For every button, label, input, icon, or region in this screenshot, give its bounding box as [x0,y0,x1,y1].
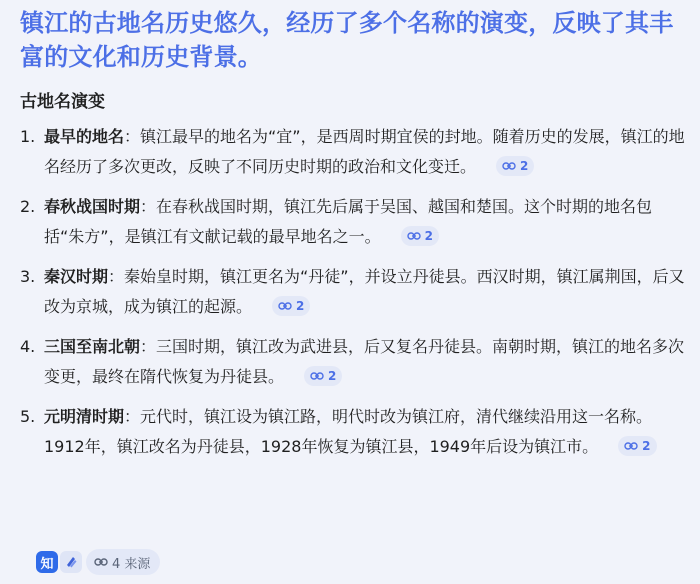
item-text: ：在春秋战国时期，镇江先后属于吴国、越国和楚国。这个时期的地名包括“朱方”，是镇江有文献记载的最早地名之一。 [44,197,653,246]
list-number: 5. [20,407,36,426]
link-icon [310,371,324,381]
link-icon [624,441,638,451]
list-item [0,192,700,252]
link-icon [502,161,516,171]
list-item [0,122,700,182]
layers-icon [64,555,78,569]
list-item [0,402,700,462]
item-text: ：秦始皇时期，镇江更名为“丹徒”，并设立丹徒县。西汉时期，镇江属荆国，后又改为京城，成为镇江的起源。 [44,267,685,316]
list-number: 1. [20,127,36,146]
sources-count-label: 4 来源 [112,556,151,572]
section-title: 古地名演变 [20,92,105,112]
citation-chip[interactable] [401,226,439,246]
citation-chip[interactable] [618,436,656,456]
citation-count: 2 [424,229,433,243]
sources-bar [36,548,160,576]
zhihu-source-icon[interactable]: 知 [36,551,58,573]
item-text: ：元代时，镇江设为镇江路，明代时改为镇江府，清代继续沿用这一名称。1912年，镇江改名为丹徒县，1928年恢复为镇江县，1949年后设为镇江市。 [44,407,653,456]
item-title: 秦汉时期 [44,267,109,286]
citation-chip[interactable] [496,156,534,176]
citation-chip[interactable] [272,296,310,316]
citation-count: 2 [296,299,305,313]
item-title: 元明清时期 [44,407,125,426]
citation-count: 2 [642,439,651,453]
item-title: 最早的地名 [44,127,125,146]
list-number: 4. [20,337,36,356]
list-number: 2. [20,197,36,216]
sources-count-button[interactable] [86,549,160,575]
citation-count: 2 [328,369,337,383]
link-icon [407,231,421,241]
link-icon [278,301,292,311]
item-title: 三国至南北朝 [44,337,141,356]
answer-heading: 镇江的古地名历史悠久，经历了多个名称的演变，反映了其丰富的文化和历史背景。 [20,9,674,71]
citation-chip[interactable] [304,366,342,386]
history-list [0,122,700,462]
source-logo-icon[interactable] [60,551,82,573]
item-title: 春秋战国时期 [44,197,141,216]
item-text: ：镇江最早的地名为“宜”，是西周时期宜侯的封地。随着历史的发展，镇江的地名经历了多次更改，反映了不同历史时期的政治和文化变迁。 [44,127,685,176]
citation-count: 2 [520,159,529,173]
list-number: 3. [20,267,36,286]
link-icon [94,557,108,567]
list-item [0,332,700,392]
list-item [0,262,700,322]
item-text: ：三国时期，镇江改为武进县，后又复名丹徒县。南朝时期，镇江的地名多次变更，最终在隋代恢复为丹徒县。 [44,337,685,386]
